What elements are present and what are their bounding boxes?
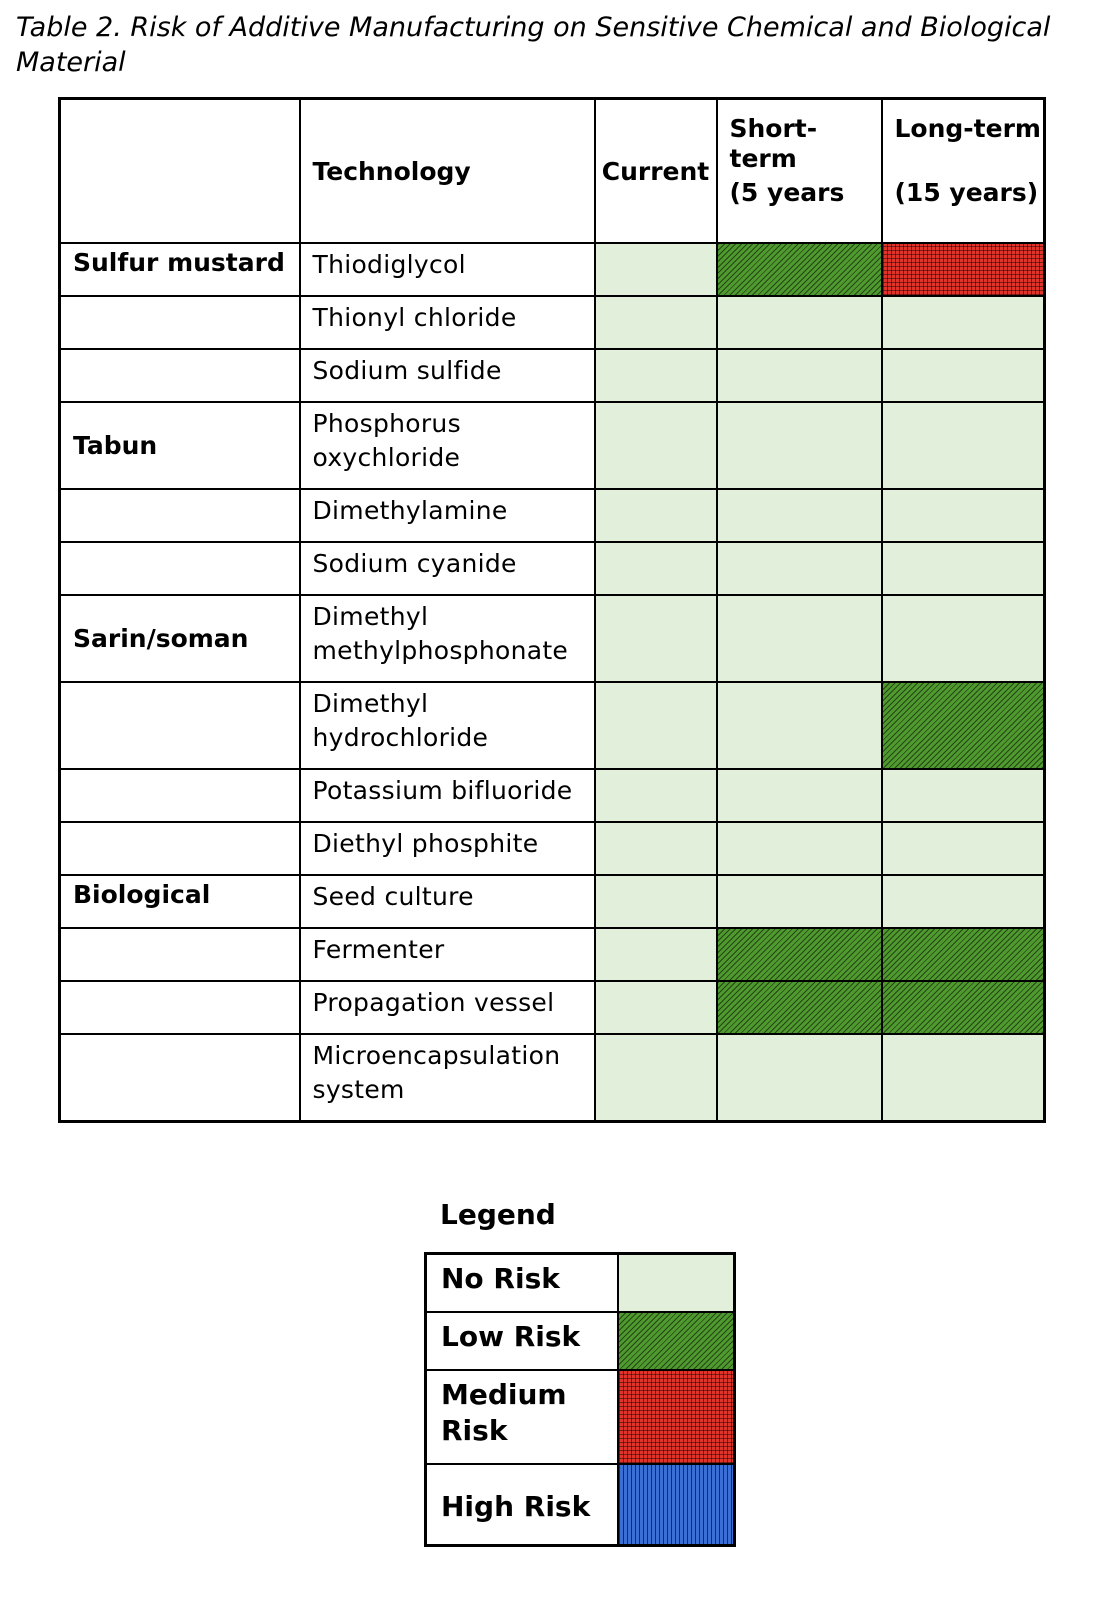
risk-cell-long-term [882,402,1045,489]
risk-cell-long-term [882,981,1045,1034]
risk-cell-short-term [717,769,882,822]
legend-row [426,1312,735,1370]
group-cell [60,542,300,595]
table-row [60,981,1045,1034]
risk-cell-current [595,296,717,349]
legend-swatch [618,1254,735,1312]
legend-swatch [618,1370,735,1464]
table-row [60,875,1045,928]
technology-cell: Dimethyl hydrochloride [300,682,595,769]
header-short-term [717,99,882,244]
risk-cell-short-term [717,489,882,542]
legend-row [426,1370,735,1464]
technology-cell: Dimethylamine [300,489,595,542]
risk-cell-short-term [717,682,882,769]
group-cell [60,1034,300,1121]
risk-cell-current [595,981,717,1034]
risk-cell-current [595,928,717,981]
group-cell [60,769,300,822]
table-row [60,1034,1045,1121]
technology-cell: Microencapsulation system [300,1034,595,1121]
risk-cell-current [595,243,717,296]
legend-title: Legend [440,1198,556,1231]
group-cell: Biological [60,875,300,928]
risk-cell-short-term [717,243,882,296]
risk-cell-short-term [717,928,882,981]
header-long-term-line2: (15 years) [894,178,1039,207]
risk-cell-current [595,595,717,682]
group-cell: Sulfur mustard [60,243,300,296]
risk-cell-short-term [717,875,882,928]
risk-cell-current [595,349,717,402]
table-row [60,822,1045,875]
technology-cell: Dimethyl methylphosphonate [300,595,595,682]
technology-cell: Thiodiglycol [300,243,595,296]
group-cell [60,682,300,769]
risk-cell-short-term [717,595,882,682]
group-cell [60,981,300,1034]
risk-cell-current [595,402,717,489]
technology-cell: Sodium sulfide [300,349,595,402]
legend-row [426,1254,735,1312]
legend-table [424,1252,736,1547]
header-short-term-line2: (5 years [729,178,845,207]
table-row [60,296,1045,349]
table-row [60,402,1045,489]
header-current: Current [595,99,717,244]
risk-cell-long-term [882,928,1045,981]
table-row [60,928,1045,981]
legend-label: High Risk [426,1464,618,1546]
table-row [60,489,1045,542]
table-row [60,349,1045,402]
legend-label: No Risk [426,1254,618,1312]
legend-label: Medium Risk [426,1370,618,1464]
risk-cell-short-term [717,349,882,402]
table-row [60,682,1045,769]
risk-cell-long-term [882,542,1045,595]
risk-cell-current [595,489,717,542]
header-long-term [882,99,1045,244]
group-cell [60,296,300,349]
risk-cell-short-term [717,296,882,349]
group-cell [60,822,300,875]
group-cell [60,489,300,542]
group-cell [60,928,300,981]
technology-cell: Fermenter [300,928,595,981]
risk-cell-current [595,1034,717,1121]
legend-swatch [618,1312,735,1370]
technology-cell: Propagation vessel [300,981,595,1034]
risk-cell-current [595,769,717,822]
risk-cell-long-term [882,769,1045,822]
technology-cell: Diethyl phosphite [300,822,595,875]
risk-cell-long-term [882,875,1045,928]
group-cell [60,349,300,402]
table-row [60,595,1045,682]
table-row [60,542,1045,595]
header-long-term-line1: Long-term [894,114,1041,143]
risk-cell-current [595,682,717,769]
risk-cell-current [595,822,717,875]
legend-swatch [618,1464,735,1546]
risk-cell-long-term [882,296,1045,349]
table-row [60,243,1045,296]
risk-cell-long-term [882,489,1045,542]
legend-label: Low Risk [426,1312,618,1370]
risk-cell-current [595,875,717,928]
header-technology: Technology [300,99,595,244]
risk-cell-long-term [882,595,1045,682]
risk-table [58,97,1046,1123]
technology-cell: Seed culture [300,875,595,928]
header-group [60,99,300,244]
risk-cell-short-term [717,822,882,875]
risk-cell-current [595,542,717,595]
risk-cell-short-term [717,981,882,1034]
risk-cell-long-term [882,349,1045,402]
risk-cell-short-term [717,542,882,595]
group-cell: Tabun [60,402,300,489]
technology-cell: Phosphorus oxychloride [300,402,595,489]
risk-cell-short-term [717,1034,882,1121]
technology-cell: Sodium cyanide [300,542,595,595]
header-row [60,99,1045,244]
technology-cell: Thionyl chloride [300,296,595,349]
risk-cell-long-term [882,822,1045,875]
risk-cell-short-term [717,402,882,489]
header-short-term-line1: Short-term [729,114,818,173]
risk-cell-long-term [882,682,1045,769]
technology-cell: Potassium bifluoride [300,769,595,822]
table-row [60,769,1045,822]
risk-cell-long-term [882,243,1045,296]
group-cell: Sarin/soman [60,595,300,682]
legend-row [426,1464,735,1546]
risk-cell-long-term [882,1034,1045,1121]
table-caption: Table 2. Risk of Additive Manufacturing on Sensitive Chemical and Biological Material [16,12,1051,78]
